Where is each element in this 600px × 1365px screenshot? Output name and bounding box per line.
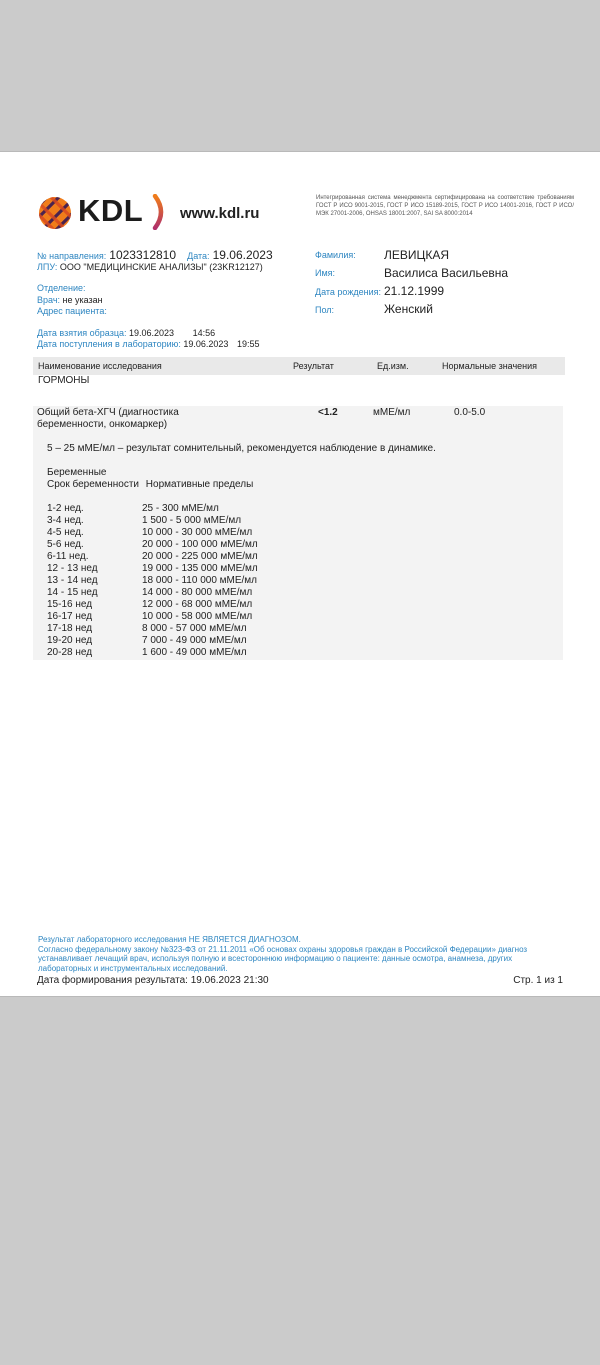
department-label: Отделение:: [37, 283, 86, 293]
disclaimer: [38, 935, 563, 973]
test-name-line1: Общий бета-ХГЧ (диагностика: [37, 407, 179, 418]
lpu-value: ООО "МЕДИЦИНСКИЕ АНАЛИЗЫ" (23KR12127): [59, 262, 263, 272]
col-limits-header: Нормативные пределы: [145, 479, 254, 490]
disclaimer-line2: Согласно федеральному закону №323-ФЗ от 21.11.2011 «Об основах охраны здоровья граждан в Российской Федерации» диагноз устанавливает лечащий врач, используя полную и всестороннюю информацию о пациенте: данные осмотра, анамнеза, других лабораторных и инструментальных исследований.: [38, 944, 528, 973]
sex-value: Женский: [384, 302, 433, 316]
test-units: мМЕ/мл: [373, 407, 411, 418]
generated-label: Дата формирования результата:: [37, 975, 188, 986]
test-norm: 0.0-5.0: [454, 407, 486, 418]
birth-label: Дата рождения:: [315, 287, 381, 297]
ranges-header: [47, 479, 253, 490]
referral-number-row: № направления: 1023312810 Дата: 19.06.2023: [37, 248, 273, 262]
section-title: ГОРМОНЫ: [38, 375, 90, 386]
generated-row: [37, 975, 269, 986]
col-norm-header: Нормальные значения: [442, 361, 538, 371]
name-label: Имя:: [315, 268, 336, 278]
arrival-date-row: Дата поступления в лабораторию: 19.06.2023 19:55: [37, 339, 260, 349]
disclaimer-line1: Результат лабораторного исследования НЕ ЯВЛЯЕТСЯ ДИАГНОЗОМ.: [38, 935, 301, 944]
name-value: Василиса Васильевна: [384, 266, 509, 280]
logo-chevron-icon: [151, 194, 173, 230]
referral-date: 19.06.2023: [212, 248, 273, 262]
col-result-header: Результат: [293, 361, 334, 371]
test-name-line2: беременности, онкомаркер): [37, 419, 168, 430]
address-label: Адрес пациента:: [37, 306, 107, 316]
sample-time: 14:56: [192, 328, 216, 338]
col-units-header: Ед.изм.: [377, 361, 409, 371]
referral-number: 1023312810: [109, 248, 177, 262]
surname-value: ЛЕВИЦКАЯ: [384, 248, 450, 262]
page-number: Стр. 1 из 1: [513, 975, 563, 986]
arrival-date: 19.06.2023: [183, 339, 229, 349]
site-url[interactable]: www.kdl.ru: [180, 205, 260, 222]
sample-date: 19.06.2023: [129, 328, 175, 338]
sample-date-row: Дата взятия образца: 19.06.2023 14:56: [37, 328, 216, 338]
results-table-header: [33, 357, 565, 375]
report-page: KDL www.kdl.ru Интегрированная система менеджмента сертифицирована на соответствие требованиям ГОСТ Р ИСО 9001-2015, ГОСТ Р ИСО 15189-2015, ГОСТ Р ИСО 14001-2016, ГОСТ Р ИСО/МЭК 27001-2006, OHSAS 18001:2007, SAI SA 8000:2014 № направления: 1023312810 Дата: 19.06.2023 ЛПУ: ООО "МЕДИЦИНСКИЕ АНАЛИЗЫ" (23KR12127) Отделение: Врач: не указан Адрес пациента: Дата взятия образца: 19.06.2023 14:56 Дата поступления в лабораторию: 19.06.2023 19:55 Фамилия: ЛЕВИЦКАЯ Имя: Василиса Васильевна Дата рождения: 21.12.1999 Пол: Женский Наименование исследования Результат Ед.изм. Нормальные значения ГОРМОНЫ Общий бета-ХГЧ (диагностика беременности, онкомаркер) <1.2 мМЕ/мл 0.0-5.0 5 – 25 мМЕ/мл – результат сомнительный, рекомендуется наблюдение в динамике. Беременные Срок беременности Нормативные пределы 1-2 нед. 25 - 300 мМЕ/мл 3-4 нед. 1 500 - 5 000 мМЕ/мл 4-5 нед. 10 000 - 30 000 мМЕ/мл 5-6 нед. 20 000 - 100 000 мМЕ/мл 6-11 нед. 20 000 - 225 000 мМЕ/мл 12 - 13 нед 19 000 - 135 000 мМЕ/мл 13 - 14 нед 18 000 - 110 000 мМЕ/мл 14 - 15 нед 14 000 - 80 000 мМЕ/мл 15-16 нед 12 000 - 68 000 мМЕ/мл 16-17 нед 10 000 - 58 000 мМЕ/мл 17-18 нед 8 000 - 57 000 мМЕ/мл 19-20 нед 7 000 - 49 000 мМЕ/мл 20-28 нед 1 600 - 49 000 мМЕ/мл Результат лабораторного исследования НЕ ЯВЛЯЕТСЯ ДИАГНОЗОМ. Согласно федеральному закону №323-ФЗ от 21.11.2011 «Об основах охраны здоровья граждан в Российской Федерации» диагноз устанавливает лечащий врач, используя полную и всестороннюю информацию о пациенте: данные осмотра, анамнеза, других лабораторных и инструментальных исследований. Дата формирования результата: 19.06.2023 21:30 Стр. 1 из 1: [0, 151, 600, 997]
col-name-header: Наименование исследования: [38, 361, 162, 371]
birth-value: 21.12.1999: [384, 284, 445, 298]
logo-wordmark: KDL: [78, 193, 144, 228]
surname-label: Фамилия:: [315, 250, 356, 260]
lpu-row: ЛПУ: ООО "МЕДИЦИНСКИЕ АНАЛИЗЫ" (23KR12127): [37, 262, 263, 272]
kdl-logo-mark-icon: [38, 196, 72, 230]
test-result: <1.2: [318, 407, 338, 418]
arrival-time: 19:55: [236, 339, 260, 349]
sex-label: Пол:: [315, 305, 335, 315]
certification-text: Интегрированная система менеджмента сертифицирована на соответствие требованиям ГОСТ Р ИСО 9001-2015, ГОСТ Р ИСО 15189-2015, ГОСТ Р ИСО 14001-2016, ГОСТ Р ИСО/МЭК 27001-2006, OHSAS 18001:2007, SAI SA 8000:2014: [316, 195, 574, 217]
col-term-header: Срок беременности: [47, 479, 140, 490]
generated-value: 19.06.2023 21:30: [190, 975, 269, 986]
doctor-row: Врач: не указан: [37, 295, 103, 305]
doctor-value: не указан: [62, 295, 103, 305]
comment-note: 5 – 25 мМЕ/мл – результат сомнительный, рекомендуется наблюдение в динамике.: [47, 443, 436, 454]
pregnant-title: Беременные: [47, 467, 107, 478]
